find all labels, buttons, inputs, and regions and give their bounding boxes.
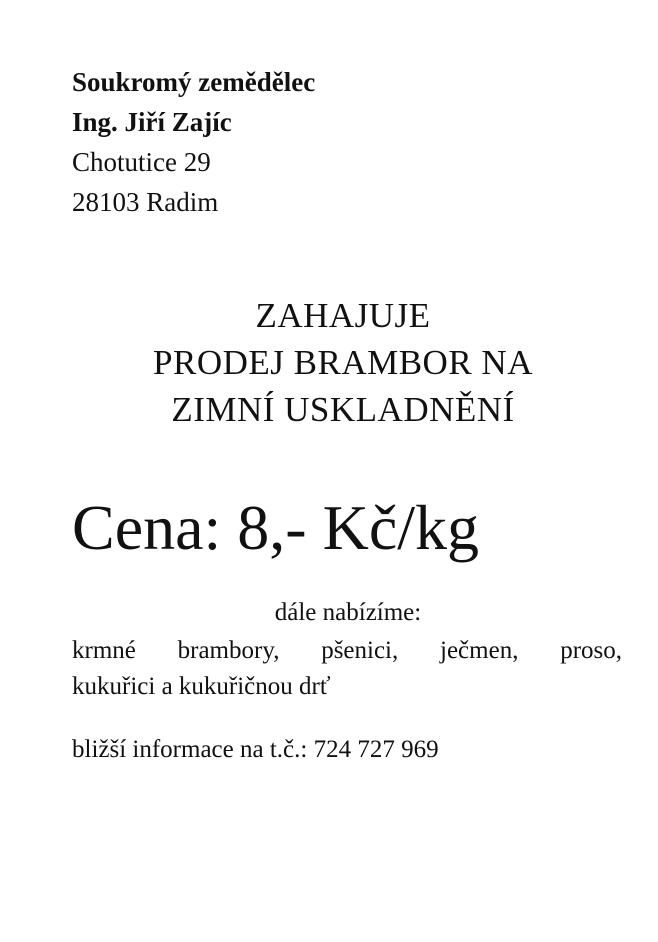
offer-title xyxy=(0,596,658,630)
announcement-headline xyxy=(0,292,658,433)
headline-line-3: ZIMNÍ USKLADNĚNÍ xyxy=(171,390,515,429)
sender-name: Ing. Jiří Zajíc xyxy=(72,107,232,137)
price-text: Cena: 8,- Kč/kg xyxy=(72,492,479,563)
sender-title: Soukromý zemědělec xyxy=(72,67,316,97)
sender-city: 28103 Radim xyxy=(72,187,219,217)
sender-address-block xyxy=(72,62,315,222)
offer-line-2: kukuřici a kukuřičnou drť xyxy=(72,673,331,700)
contact-info: bližší informace na t.č.: 724 727 969 xyxy=(72,736,439,763)
offer-title-text: dále nabízíme: xyxy=(274,599,422,626)
sender-street: Chotutice 29 xyxy=(72,147,211,177)
headline-line-1: ZAHAJUJE xyxy=(255,296,431,335)
headline-line-2: PRODEJ BRAMBOR NA xyxy=(153,343,533,382)
offer-line-1: krmné brambory, pšenici, ječmen, proso, xyxy=(72,637,622,664)
offer-list xyxy=(72,633,622,705)
